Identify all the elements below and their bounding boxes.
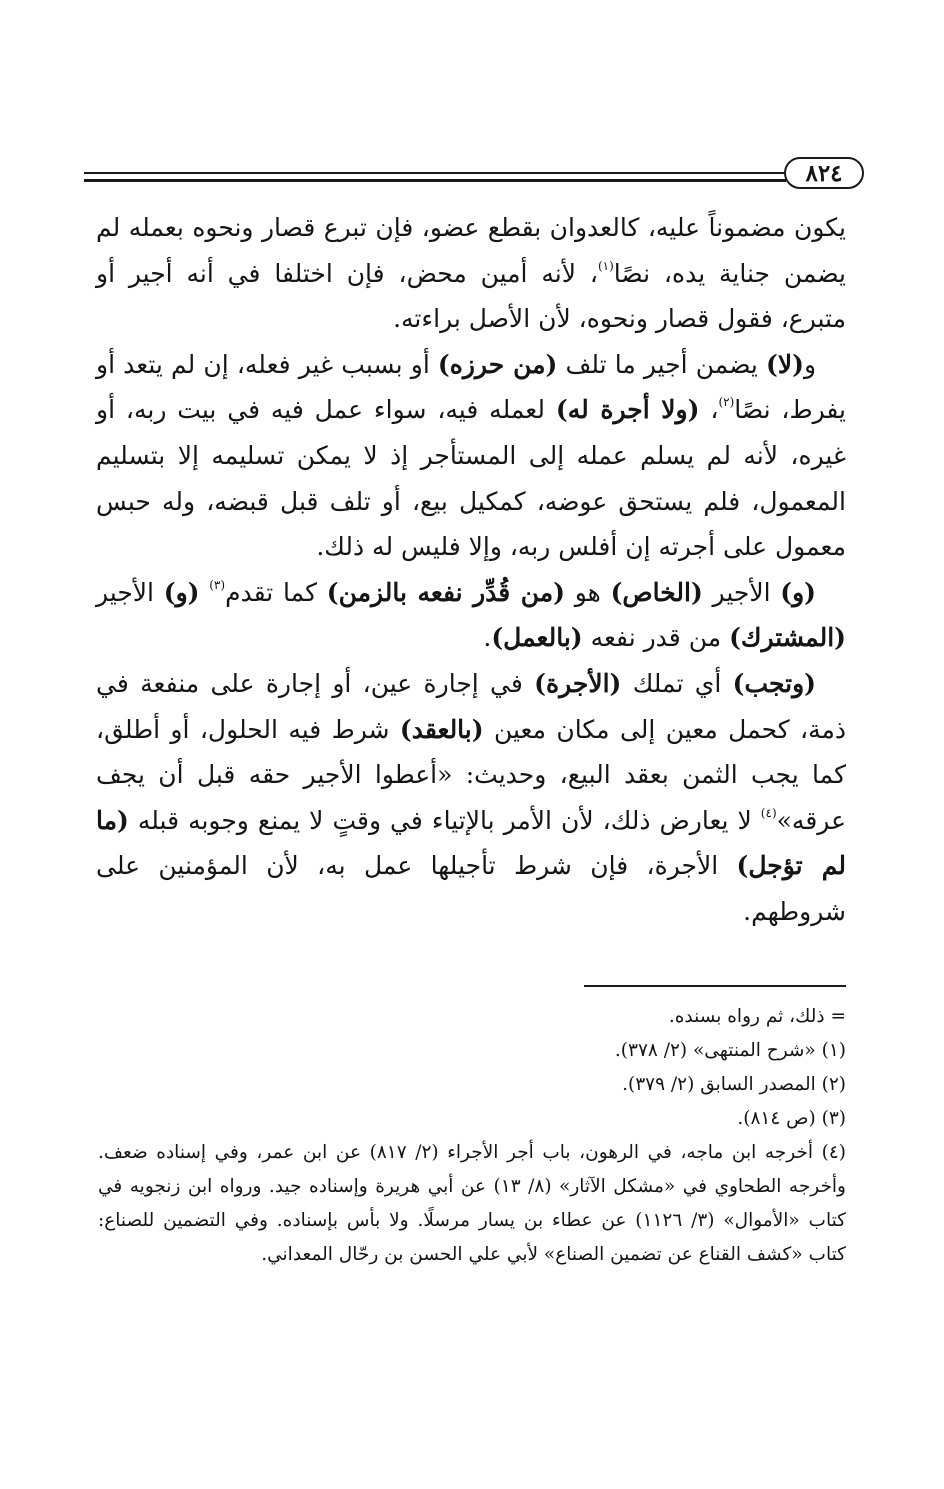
- sharh-text: أو بسبب غير فعله، إن لم يتعد أو يفرط، نصًا: [96, 349, 846, 425]
- sharh-text: في إجارة عين، أو إجارة على منفعة في ذمة، كحمل معين إلى مكان معين: [96, 668, 846, 744]
- header-rule: [84, 172, 786, 174]
- matn-text: (من حرزه): [437, 349, 558, 379]
- footnote-separator: [584, 985, 846, 987]
- sharh-text: ،: [699, 395, 719, 425]
- paragraph: [96, 342, 846, 570]
- sharh-text: الأجرة، فإن شرط تأجيلها عمل به، لأن المؤمنين على شروطهم.: [96, 851, 846, 926]
- paragraph: [96, 570, 846, 661]
- paragraph: [96, 661, 846, 935]
- matn-text: (بالعقد): [399, 714, 484, 744]
- matn-text: (الخاص): [610, 577, 703, 607]
- footnote-ref: (٣): [209, 577, 226, 592]
- paragraph: [96, 205, 846, 342]
- footnote-item: (٤) أخرجه ابن ماجه، في الرهون، باب أجر الأجراء (٢/ ٨١٧) عن ابن عمر، وفي إسناده ضعف. وأخرجه الطحاوي في «مشكل الآثار» (٨/ ١٣) عن أبي هريرة وإسناده جيد. ورواه ابن زنجويه في كتاب «الأموال» (٣/ ١١٢٦) عن عطاء بن يسار مرسلًا. ولا بأس بإسناده. وفي التضمين للصناع: كتاب «كشف القناع عن تضمين الصناع» لأبي علي الحسن بن رحّال المعداني.: [98, 1142, 846, 1265]
- sharh-text: لعمله فيه، سواء عمل فيه في بيت ربه، أو غيره، لأنه لم يسلم عمله إلى المستأجر إذ لا يمكن تسليمه إلا بتسليم المعمول، فلم يستحق عوضه، كمكيل بيع، أو تلف قبل قبضه، وله حبس معمول على أجرته إن أفلس ربه، وإلا فليس له ذلك.: [96, 395, 846, 562]
- sharh-text: الأجير: [702, 577, 781, 607]
- sharh-text: [199, 578, 209, 607]
- matn-text: (من قُدِّر نفعه بالزمن): [326, 577, 565, 607]
- sharh-text: .: [483, 623, 492, 653]
- sharh-text: لا يعارض ذلك، لأن الأمر بالإتياء في وقتٍ لا يمنع وجوبه قبله: [128, 805, 761, 835]
- footnote-item: (٣) (ص ٨١٤).: [737, 1108, 846, 1129]
- main-text: [96, 205, 846, 935]
- sharh-text: كما تقدم: [225, 577, 327, 607]
- sharh-text: أي تملك: [621, 668, 733, 698]
- footnote-ref: (٤): [760, 805, 777, 820]
- matn-text: (وتجب): [732, 668, 816, 698]
- matn-text: (ولا أجرة له): [555, 395, 700, 425]
- page-number: ٨٢٤: [784, 157, 864, 189]
- matn-text: (و): [163, 577, 200, 607]
- sharh-text: شرط فيه الحلول، أو أطلق، كما يجب الثمن بعقد البيع، وحديث: «أعطوا الأجير حقه قبل أن يجف عرقه»: [96, 714, 846, 835]
- matn-text: (و): [780, 577, 817, 607]
- sharh-text: ، لأنه أمين محض، فإن اختلفا في أنه أجير أو متبرع، فقول قصار ونحوه، لأن الأصل براءته.: [96, 258, 846, 334]
- sharh-text: يكون مضموناً عليه، كالعدوان بقطع عضو، فإن تبرع قصار ونحوه بعمله لم يضمن جناية يده، نصًا: [96, 213, 846, 288]
- footnote-item: (١) «شرح المنتهى» (٢/ ٣٧٨).: [614, 1040, 846, 1061]
- sharh-text: من قدر نفعه: [582, 623, 730, 653]
- matn-text: (الأجرة): [534, 668, 622, 698]
- sharh-text: يضمن أجير ما تلف: [557, 349, 767, 379]
- footnote-ref: (١): [597, 258, 614, 273]
- footnote-item: (٢) المصدر السابق (٢/ ٣٧٩).: [622, 1074, 846, 1095]
- sharh-text: و: [803, 349, 817, 379]
- sharh-text: هو: [564, 577, 611, 607]
- footnote-item: = ذلك، ثم رواه بسنده.: [668, 1006, 846, 1027]
- matn-text: (بالعمل): [491, 623, 583, 653]
- matn-text: (المشترك): [729, 623, 846, 653]
- footnote-ref: (٢): [718, 395, 735, 410]
- footnotes: [98, 1000, 846, 1272]
- sharh-text: الأجير: [96, 577, 164, 607]
- header-rule-thick: [84, 179, 786, 182]
- matn-text: (ما لم تؤجل): [96, 805, 846, 881]
- page-header: [84, 155, 864, 195]
- matn-text: (لا): [766, 349, 804, 379]
